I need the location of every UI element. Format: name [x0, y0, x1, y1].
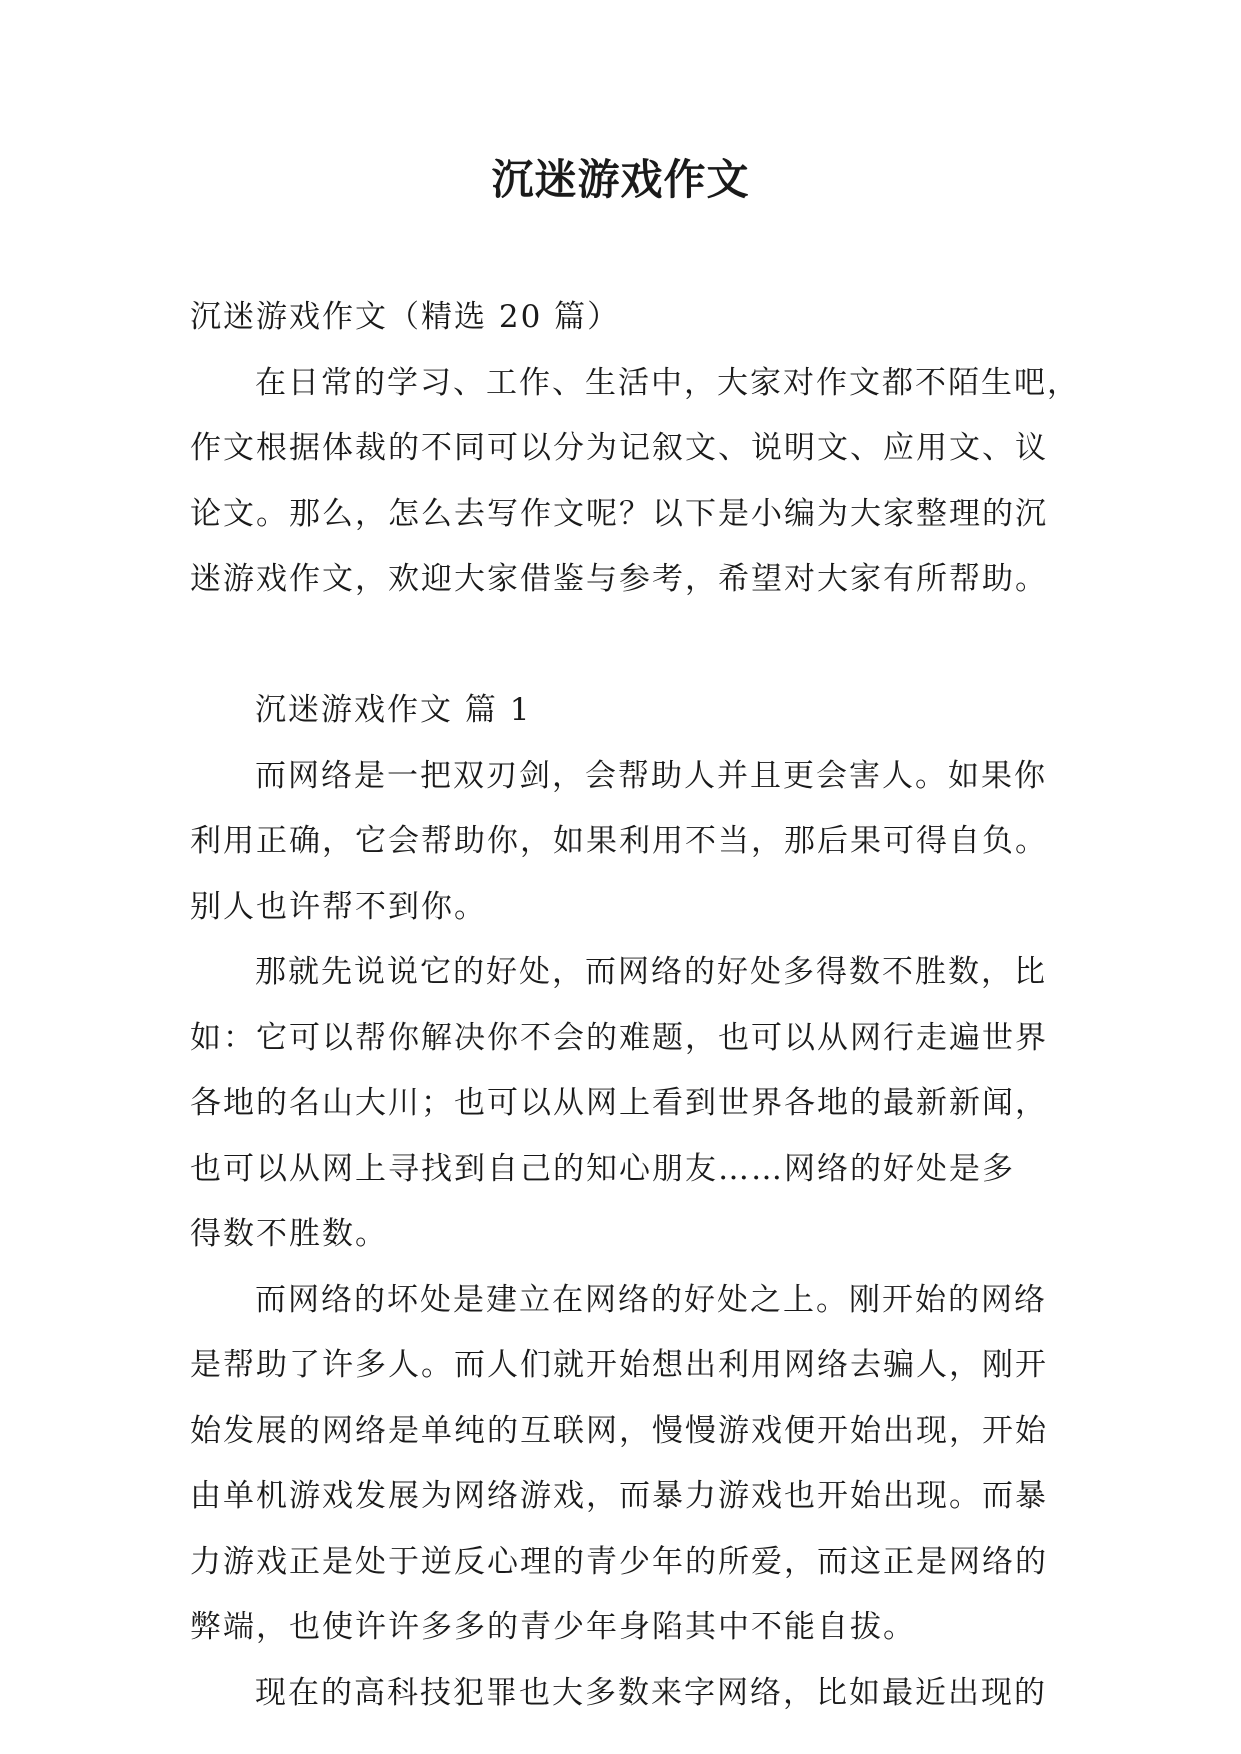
- text-line: 利用正确，它会帮助你，如果利用不当，那后果可得自负。: [190, 823, 1048, 859]
- text-line: 沉迷游戏作文 篇 1: [255, 692, 532, 728]
- blank-line: [190, 613, 1050, 679]
- text-line: 现在的高科技犯罪也大多数来字网络，比如最近出现的: [255, 1674, 1047, 1711]
- text-line: 弊端，也使许许多多的青少年身陷其中不能自拔。: [190, 1609, 916, 1645]
- text-line: 那就先说说它的好处，而网络的好处多得数不胜数，比: [255, 954, 1047, 990]
- text-line: 沉迷游戏作文（精选 20 篇）: [190, 299, 621, 335]
- text-line: 作文根据体裁的不同可以分为记叙文、说明文、应用文、议: [190, 430, 1048, 466]
- text-line: 由单机游戏发展为网络游戏，而暴力游戏也开始出现。而暴: [190, 1478, 1048, 1514]
- text-line: 而网络是一把双刃剑，会帮助人并且更会害人。如果你: [255, 757, 1047, 794]
- text-line: 始发展的网络是单纯的互联网，慢慢游戏便开始出现，开始: [190, 1412, 1048, 1449]
- text-line: 如：它可以帮你解决你不会的难题，也可以从网行走遍世界: [190, 1019, 1048, 1056]
- text-line: 也可以从网上寻找到自己的知心朋友……网络的好处是多: [190, 1150, 1015, 1187]
- text-line: 在日常的学习、工作、生活中，大家对作文都不陌生吧，: [255, 364, 1080, 401]
- text-line: 各地的名山大川；也可以从网上看到世界各地的最新新闻，: [190, 1085, 1048, 1121]
- text-line: 别人也许帮不到你。: [190, 888, 487, 925]
- text-line: 是帮助了许多人。而人们就开始想出利用网络去骗人，刚开: [190, 1347, 1048, 1383]
- text-line: 得数不胜数。: [190, 1216, 388, 1252]
- document-body: [190, 285, 1080, 1726]
- text-line: 迷游戏作文，欢迎大家借鉴与参考，希望对大家有所帮助。: [190, 561, 1048, 597]
- text-line: 论文。那么，怎么去写作文呢？以下是小编为大家整理的沉: [190, 495, 1048, 532]
- text-line: 而网络的坏处是建立在网络的好处之上。刚开始的网络: [255, 1281, 1047, 1318]
- text-line: 力游戏正是处于逆反心理的青少年的所爱，而这正是网络的: [190, 1543, 1048, 1580]
- document-title: 沉迷游戏作文: [491, 155, 750, 204]
